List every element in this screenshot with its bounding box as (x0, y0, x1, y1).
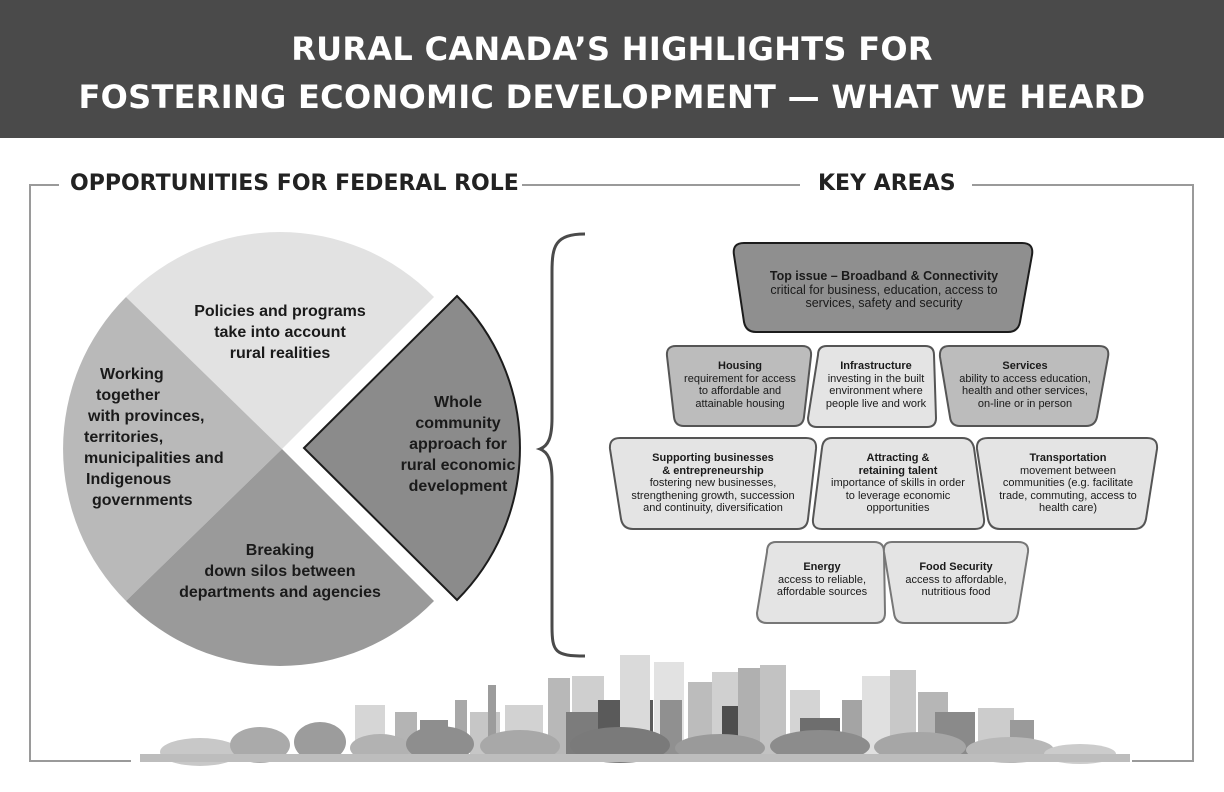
text-line: down silos between (204, 563, 356, 580)
text-line: and continuity, diversification (643, 502, 783, 514)
text-line: people live and work (825, 397, 927, 410)
text-line: rural realities (229, 345, 331, 362)
text-line: health and other services, (962, 385, 1088, 397)
text-line: affordable sources (776, 586, 868, 598)
text-line: importance of skills in order (831, 477, 965, 489)
city-skyline-illustration (140, 655, 1130, 766)
services-title: Services (1002, 360, 1048, 372)
text-line: health care) (1038, 502, 1098, 514)
attracting-talent-title-2: retaining talent (858, 464, 938, 477)
text-line: environment where (829, 385, 923, 397)
text-line: take into account (214, 324, 346, 341)
text-line: movement between (1020, 464, 1116, 477)
text-line: Policies and programs (194, 303, 366, 320)
text-line: on-line or in person (977, 397, 1073, 410)
opportunities-section-title: OPPORTUNITIES FOR FEDERAL ROLE (70, 171, 519, 196)
food-security-text (888, 561, 1024, 599)
text-line: ability to access education, (959, 372, 1091, 385)
key-areas-section-title: KEY AREAS (818, 171, 956, 196)
top-issue-title: Top issue – Broadband & Connectivity (769, 269, 999, 283)
text-line: municipalities and (84, 450, 224, 467)
text-line: Whole (434, 394, 482, 411)
energy-text (760, 561, 884, 599)
text-line: to affordable and (698, 385, 782, 397)
opportunity-breaking-silos-text (160, 540, 400, 603)
supporting-businesses-title-2: & entrepreneurship (662, 464, 764, 477)
attracting-talent-text (816, 452, 980, 515)
opportunity-working-together-text (84, 364, 224, 511)
transportation-title: Transportation (1029, 452, 1107, 464)
text-line: communities (e.g. facilitate (1002, 477, 1134, 489)
text-line: services, safety and security (805, 296, 963, 310)
housing-text (672, 360, 808, 410)
text-line: fostering new businesses, (649, 477, 777, 489)
text-line: development (408, 478, 508, 495)
text-line: departments and agencies (179, 584, 381, 601)
transportation-text (982, 452, 1154, 515)
page-title-line-1: RURAL CANADA’S HIGHLIGHTS FOR (291, 30, 933, 68)
text-line: trade, commuting, access to (999, 489, 1137, 502)
infrastructure-text (812, 360, 940, 410)
text-line: attainable housing (695, 397, 785, 410)
text-line: investing in the built (827, 372, 925, 385)
text-line: Breaking (245, 542, 315, 559)
housing-title: Housing (718, 360, 762, 372)
food-security-title: Food Security (919, 561, 993, 573)
text-line: with provinces, (88, 408, 205, 425)
text-line: Working (100, 366, 164, 383)
text-line: community (415, 415, 501, 432)
text-line: nutritious food (921, 586, 991, 598)
text-line: governments (92, 492, 193, 509)
text-line: Indigenous (86, 471, 172, 488)
text-line: to leverage economic (845, 489, 951, 502)
energy-title: Energy (803, 561, 841, 573)
opportunity-policies-text (170, 301, 390, 364)
page-title-line-2: FOSTERING ECONOMIC DEVELOPMENT — WHAT WE HEARD (78, 78, 1146, 116)
text-line: critical for business, education, access to (770, 282, 998, 297)
text-line: rural economic (400, 457, 516, 474)
text-line: territories, (84, 429, 164, 446)
text-line: access to affordable, (905, 573, 1007, 586)
services-text (945, 360, 1105, 410)
top-issue-text (744, 270, 1024, 311)
text-line: strengthening growth, succession (631, 489, 795, 502)
text-line: approach for (409, 436, 507, 453)
supporting-businesses-title-1: Supporting businesses (652, 452, 774, 464)
text-line: together (96, 387, 160, 404)
opportunity-whole-community-text (358, 392, 558, 497)
text-line: access to reliable, (777, 573, 867, 586)
infrastructure-title: Infrastructure (840, 360, 912, 372)
text-line: opportunities (866, 502, 930, 514)
supporting-businesses-text (614, 452, 812, 515)
attracting-talent-title-1: Attracting & (866, 452, 930, 464)
text-line: requirement for access (684, 372, 796, 385)
